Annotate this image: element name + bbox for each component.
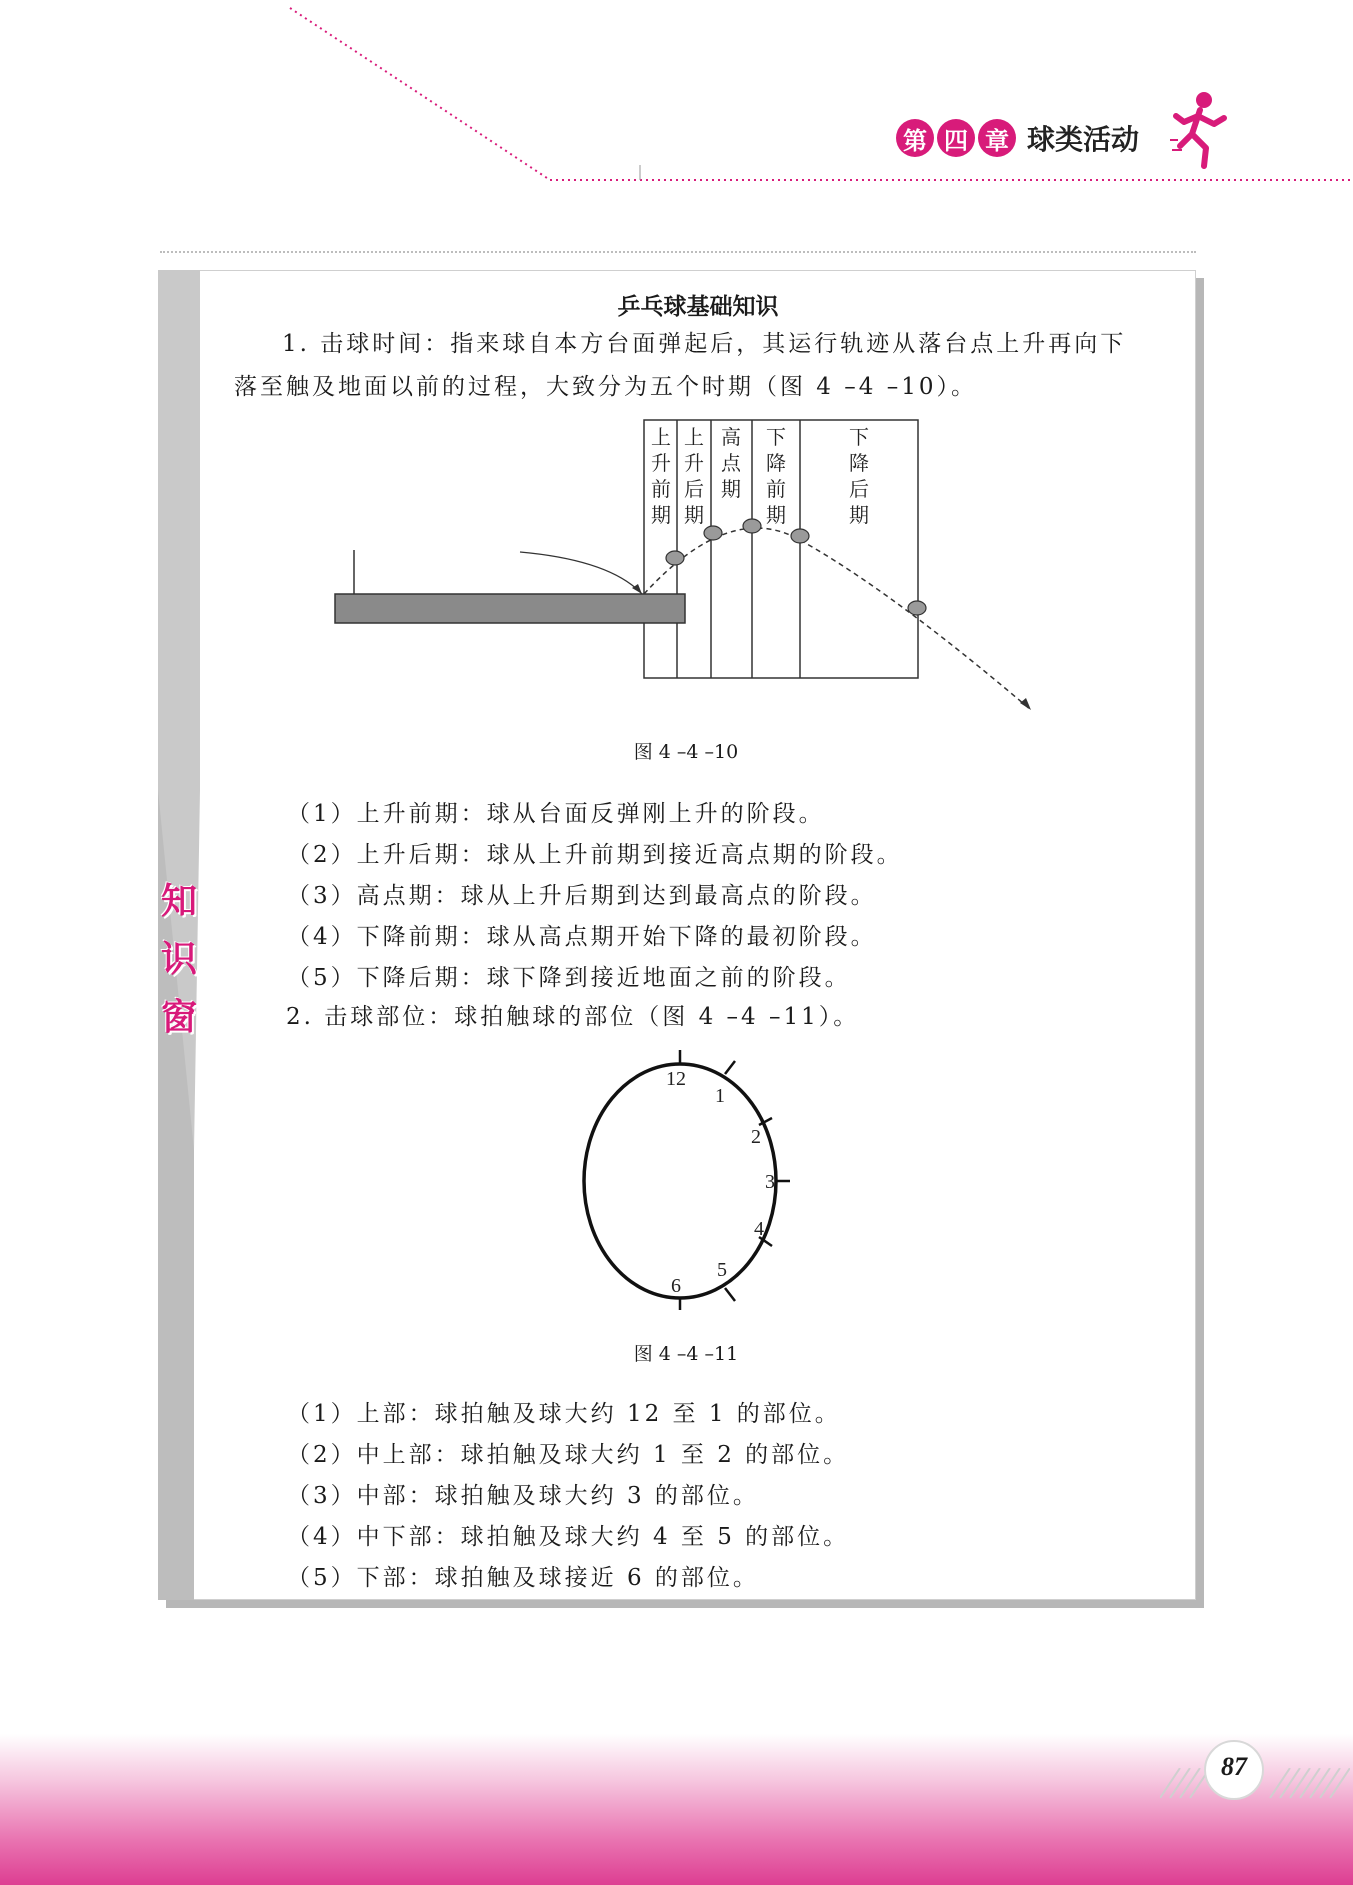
clock-label-3: 3 — [765, 1171, 775, 1193]
chapter-title: 球类活动 — [1027, 123, 1140, 156]
figure-ball-trajectory — [320, 410, 1040, 720]
chapter-heading — [896, 116, 1139, 160]
sidebar-label-char-3: 窗 — [160, 997, 197, 1038]
chapter-char-2: 四 — [937, 119, 975, 157]
sidebar-strip — [158, 270, 200, 1600]
page-number: 87 — [1221, 1752, 1247, 1781]
ball-trajectory — [644, 528, 1031, 710]
chapter-char-3: 章 — [978, 119, 1016, 157]
phase-label-4: 下降前期 — [766, 425, 786, 527]
clock-label-5: 5 — [717, 1259, 727, 1281]
clock-label-4: 4 — [754, 1218, 764, 1240]
ball-4 — [791, 529, 809, 543]
ball-5 — [908, 601, 926, 615]
phase-item-3: （3）高点期：球从上升后期到达到最高点的阶段。 — [287, 883, 877, 909]
intro-line-1: 1. 击球时间：指来球自本方台面弹起后，其运行轨迹从落台点上升再向下 — [282, 331, 1127, 357]
chapter-char-1: 第 — [896, 119, 934, 157]
position-item-4: （4）中下部：球拍触及球大约 4 至 5 的部位。 — [287, 1524, 850, 1550]
intro-line-2: 落至触及地面以前的过程，大致分为五个时期（图 4 –4 –10）。 — [234, 374, 977, 400]
ball-outline — [584, 1064, 776, 1298]
header-decoration — [0, 0, 1353, 200]
clock-label-12: 12 — [666, 1068, 686, 1090]
clock-label-1: 1 — [715, 1085, 725, 1107]
sidebar-label-char-2: 识 — [160, 939, 197, 980]
section-2-line: 2. 击球部位：球拍触球的部位（图 4 –4 –11）。 — [286, 1004, 860, 1030]
table-surface — [335, 594, 685, 623]
phase-label-5: 下降后期 — [849, 425, 869, 527]
runner-icon — [1170, 90, 1230, 170]
phase-item-4: （4）下降前期：球从高点期开始下降的最初阶段。 — [287, 924, 877, 950]
position-item-3: （3）中部：球拍触及球大约 3 的部位。 — [287, 1483, 759, 1509]
position-item-2: （2）中上部：球拍触及球大约 1 至 2 的部位。 — [287, 1442, 850, 1468]
ball-3 — [743, 519, 761, 533]
panel-top-border — [160, 251, 1196, 253]
figure-1-caption: 图 4 –4 –10 — [633, 741, 739, 763]
position-item-1: （1）上部：球拍触及球大约 12 至 1 的部位。 — [287, 1401, 841, 1427]
sidebar-label-char-1: 知 — [160, 881, 197, 922]
phase-item-1: （1）上升前期：球从台面反弹刚上升的阶段。 — [287, 801, 825, 827]
position-item-5: （5）下部：球拍触及球接近 6 的部位。 — [287, 1565, 759, 1591]
phase-label-1: 上升前期 — [651, 425, 671, 527]
ball-2 — [704, 526, 722, 540]
figure-ball-clock — [560, 1050, 800, 1310]
phase-item-2: （2）上升后期：球从上升前期到接近高点期的阶段。 — [287, 842, 903, 868]
section-title: 乒乓球基础知识 — [617, 294, 779, 320]
clock-label-2: 2 — [751, 1126, 761, 1148]
phase-item-5: （5）下降后期：球下降到接近地面之前的阶段。 — [287, 965, 851, 991]
phase-label-3: 高点期 — [721, 425, 741, 501]
ball-1 — [666, 551, 684, 565]
figure-2-caption: 图 4 –4 –11 — [633, 1343, 739, 1365]
footer-band — [0, 1734, 1353, 1885]
phase-label-2: 上升后期 — [684, 425, 704, 527]
clock-label-6: 6 — [671, 1275, 681, 1297]
